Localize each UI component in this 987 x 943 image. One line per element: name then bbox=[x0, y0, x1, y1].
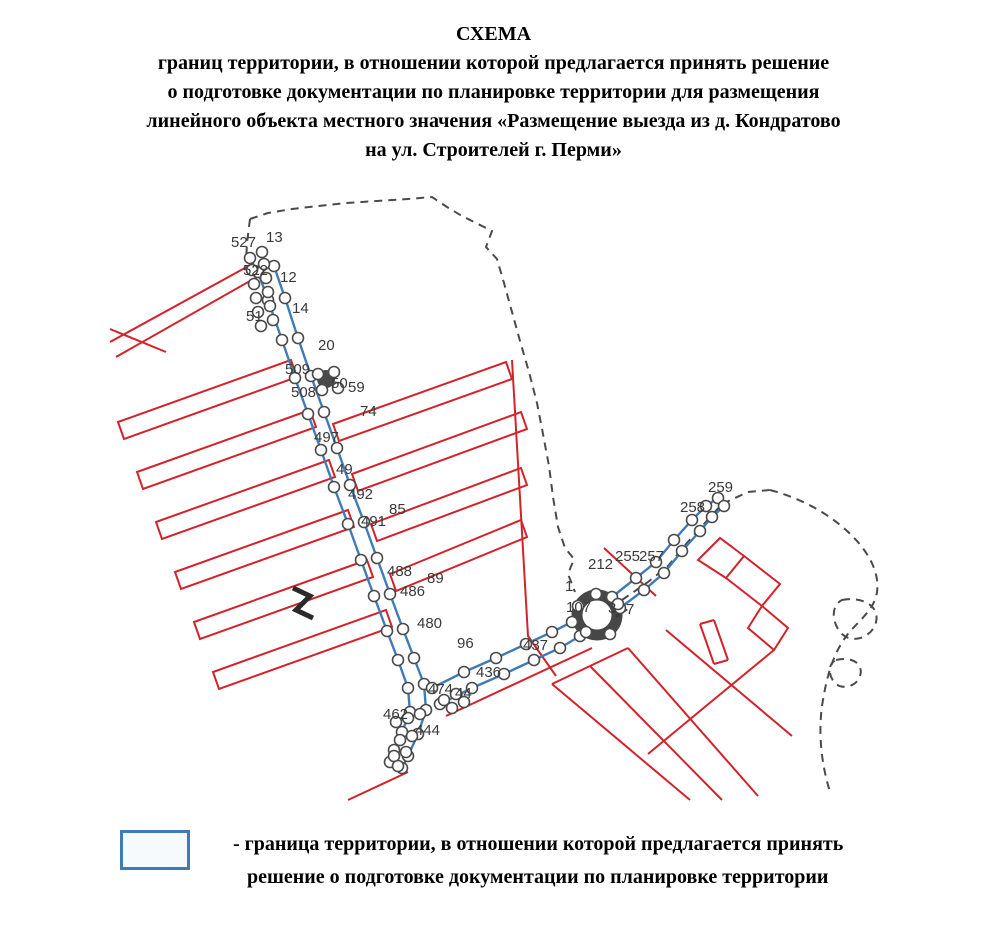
labels-layer bbox=[231, 229, 733, 739]
vertex-point-icon bbox=[707, 512, 718, 523]
cadastral-boundary-line bbox=[770, 490, 877, 792]
point-label: 436 bbox=[476, 664, 502, 681]
roads-layer bbox=[110, 263, 792, 800]
point-label: 444 bbox=[415, 722, 441, 739]
cadastral-boundary-layer bbox=[246, 197, 877, 792]
vertex-point-icon bbox=[398, 624, 409, 635]
vertex-point-icon bbox=[303, 409, 314, 420]
vertex-point-icon bbox=[415, 709, 426, 720]
point-label: 1 bbox=[565, 578, 574, 595]
schema-title bbox=[0, 20, 987, 165]
point-label: 474 bbox=[428, 681, 454, 698]
vertex-point-icon bbox=[372, 553, 383, 564]
point-label: 509 bbox=[285, 361, 311, 378]
vertex-point-icon bbox=[313, 369, 324, 380]
schema-title-line: границ территории, в отношении которой предлагается принять решение bbox=[157, 52, 830, 74]
parcel-block bbox=[213, 610, 392, 689]
point-label: 12 bbox=[280, 269, 297, 286]
vertex-point-icon bbox=[393, 655, 404, 666]
point-label: 51 bbox=[246, 308, 263, 325]
point-label: 212 bbox=[588, 556, 614, 573]
vertex-point-icon bbox=[393, 761, 404, 772]
vertex-point-icon bbox=[369, 591, 380, 602]
vertex-point-icon bbox=[382, 626, 393, 637]
vertex-point-icon bbox=[581, 627, 592, 638]
point-label: 14 bbox=[292, 300, 309, 317]
point-label: 107 bbox=[566, 599, 592, 616]
road-line bbox=[552, 648, 628, 684]
point-label: 50 bbox=[331, 375, 348, 392]
point-label: 491 bbox=[361, 513, 387, 530]
cadastral-boundary-line bbox=[830, 659, 861, 687]
vertex-point-icon bbox=[719, 501, 730, 512]
parcel-block bbox=[333, 362, 512, 441]
road-line bbox=[648, 650, 774, 754]
vertex-point-icon bbox=[659, 568, 670, 579]
vertices-layer bbox=[245, 247, 730, 774]
legend-text bbox=[233, 828, 933, 894]
point-label: 259 bbox=[708, 479, 734, 496]
parcel-block bbox=[748, 606, 788, 650]
vertex-point-icon bbox=[639, 585, 650, 596]
vertex-point-icon bbox=[356, 555, 367, 566]
point-label: 74 bbox=[360, 403, 377, 420]
vertex-point-icon bbox=[409, 653, 420, 664]
point-label: 527 bbox=[231, 234, 257, 251]
legend-line: решение о подготовке документации по планировке территории bbox=[247, 866, 829, 888]
vertex-point-icon bbox=[280, 293, 291, 304]
vertex-point-icon bbox=[317, 385, 328, 396]
vertex-point-icon bbox=[277, 335, 288, 346]
road-line bbox=[116, 277, 257, 357]
point-label: 59 bbox=[348, 379, 365, 396]
legend-line: - граница территории, в отношении которой предлагается принять bbox=[233, 833, 844, 855]
point-label: 255 bbox=[615, 548, 641, 565]
point-label: 7 bbox=[626, 601, 635, 618]
vertex-point-icon bbox=[268, 315, 279, 326]
parcel-block bbox=[390, 520, 527, 591]
vertex-point-icon bbox=[263, 287, 274, 298]
vertex-point-icon bbox=[529, 655, 540, 666]
schema-title-line: о подготовке документации по планировке территории для размещения bbox=[167, 81, 820, 103]
vertex-point-icon bbox=[491, 653, 502, 664]
point-label: 20 bbox=[318, 337, 335, 354]
vertex-point-icon bbox=[591, 589, 602, 600]
vertex-point-icon bbox=[669, 535, 680, 546]
schema-title-line: линейного объекта местного значения «Размещение выезда из д. Кондратово bbox=[146, 110, 841, 132]
vertex-point-icon bbox=[251, 293, 262, 304]
road-line bbox=[628, 648, 758, 796]
point-label: 522 bbox=[243, 262, 269, 279]
point-label: 488 bbox=[387, 563, 413, 580]
road-line bbox=[348, 772, 408, 800]
vertex-point-icon bbox=[459, 667, 470, 678]
point-label: 89 bbox=[427, 570, 444, 587]
parcel-block bbox=[137, 410, 316, 489]
point-label: 96 bbox=[457, 635, 474, 652]
parcel-block bbox=[156, 460, 335, 539]
point-label: 508 bbox=[291, 384, 317, 401]
vertex-point-icon bbox=[695, 526, 706, 537]
vertex-point-icon bbox=[687, 515, 698, 526]
parcel-block bbox=[175, 510, 354, 589]
vertex-point-icon bbox=[249, 279, 260, 290]
vertex-point-icon bbox=[269, 261, 280, 272]
vertex-point-icon bbox=[385, 589, 396, 600]
schema-title-line: СХЕМА bbox=[455, 23, 532, 45]
parcel-block bbox=[352, 412, 527, 491]
schema-title-line: на ул. Строителей г. Перми» bbox=[365, 139, 622, 161]
road-line bbox=[552, 684, 690, 800]
road-line bbox=[666, 630, 792, 736]
point-label: 49 bbox=[336, 461, 353, 478]
point-label: 3 bbox=[608, 600, 617, 617]
point-label: 480 bbox=[417, 615, 443, 632]
vertex-point-icon bbox=[265, 301, 276, 312]
vertex-point-icon bbox=[395, 735, 406, 746]
vertex-point-icon bbox=[631, 573, 642, 584]
vertex-point-icon bbox=[605, 629, 616, 640]
vertex-point-icon bbox=[677, 546, 688, 557]
road-line bbox=[110, 263, 254, 342]
vertex-point-icon bbox=[567, 617, 578, 628]
cadastral-boundary-line bbox=[834, 599, 877, 639]
point-label: 497 bbox=[314, 429, 340, 446]
point-label: 492 bbox=[348, 486, 374, 503]
vertex-point-icon bbox=[293, 333, 304, 344]
parcel-block bbox=[118, 360, 297, 439]
point-label: 258 bbox=[680, 499, 706, 516]
legend-swatch bbox=[120, 830, 190, 870]
point-label: 85 bbox=[389, 501, 406, 518]
point-label: 462 bbox=[383, 706, 409, 723]
parcel-block bbox=[698, 538, 744, 578]
parcel-block bbox=[726, 556, 780, 606]
vertex-point-icon bbox=[447, 703, 458, 714]
parcel-block bbox=[700, 620, 728, 664]
point-label: 437 bbox=[523, 637, 549, 654]
vertex-point-icon bbox=[257, 247, 268, 258]
point-label: 486 bbox=[400, 583, 426, 600]
point-label: 13 bbox=[266, 229, 283, 246]
vertex-point-icon bbox=[343, 519, 354, 530]
vertex-point-icon bbox=[316, 445, 327, 456]
parcel-block bbox=[194, 560, 373, 639]
vertex-point-icon bbox=[319, 407, 330, 418]
vertex-point-icon bbox=[555, 643, 566, 654]
vertex-point-icon bbox=[547, 627, 558, 638]
point-label: 257 bbox=[639, 548, 665, 565]
vertex-point-icon bbox=[403, 683, 414, 694]
vertex-point-icon bbox=[329, 482, 340, 493]
vertex-point-icon bbox=[401, 747, 412, 758]
point-label: 44 bbox=[455, 685, 472, 702]
hatch-mark-icon bbox=[293, 588, 313, 618]
